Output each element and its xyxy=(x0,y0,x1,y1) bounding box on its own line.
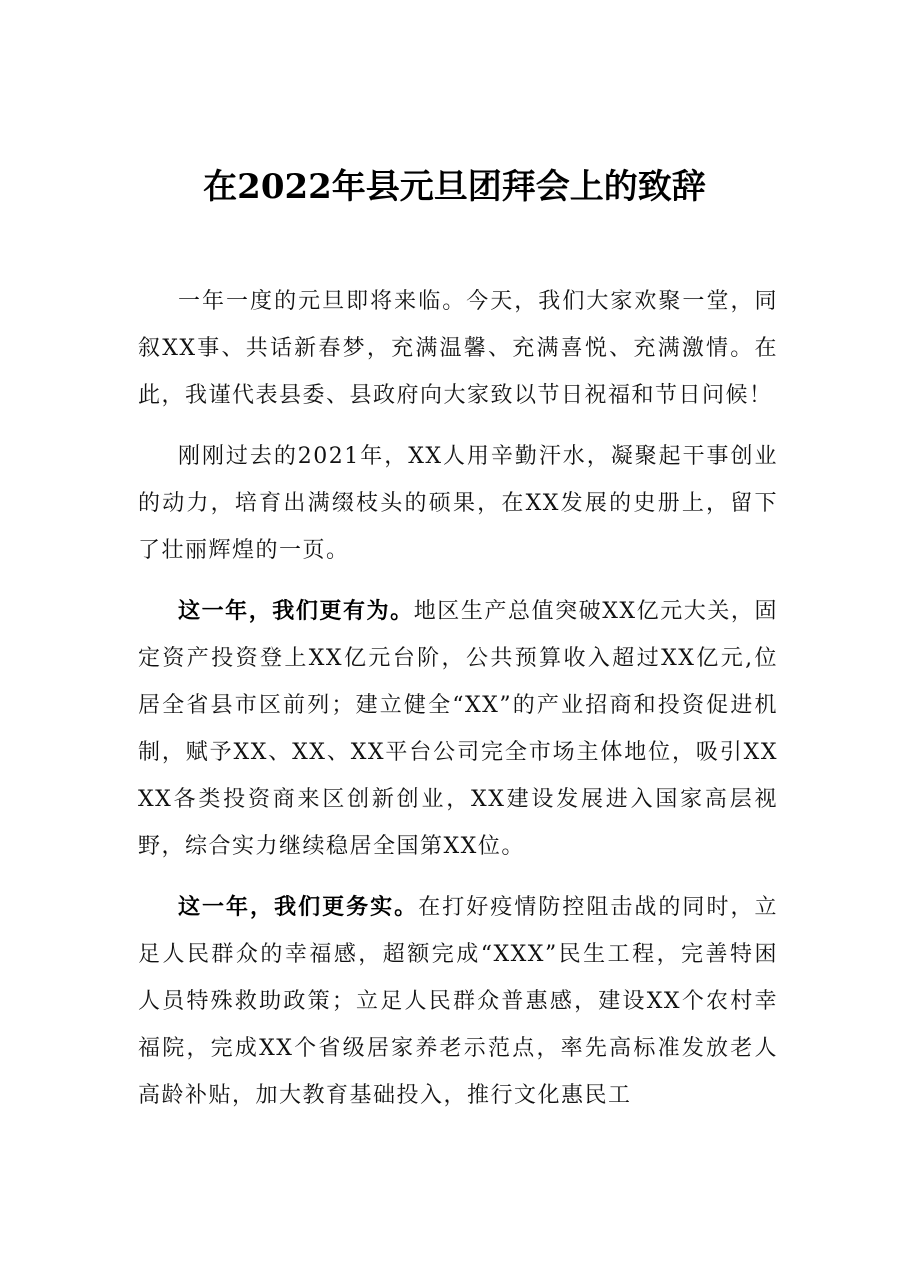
document-body xyxy=(138,278,778,1133)
paragraph-text: 一年一度的元旦即将来临。今天，我们大家欢聚一堂，同叙XX事、共话新春梦，充满温馨、充满喜悦、充满激情。在此，我谨代表县委、县政府向大家致以节日祝福和节日问候！ xyxy=(138,289,778,408)
paragraph-text: 在打好疫情防控阻击战的同时，立足人民群众的幸福感，超额完成“XXX”民生工程，完善特困人员特殊救助政策；立足人民群众普惠感，建设XX个农村幸福院，完成XX个省级居家养老示范点，率先高标准发放老人高龄补贴，加大教育基础投入，推行文化惠民工 xyxy=(138,895,778,1108)
paragraph-review xyxy=(138,433,778,574)
paragraph-text: 地区生产总值突破XX亿元大关，固定资产投资登上XX亿元台阶，公共预算收入超过XX亿元,位居全省县市区前列；建立健全“XX”的产业招商和投资促进机制，赋予XX、XX、XX平台公司完全市场主体地位，吸引XXXX各类投资商来区创新创业，XX建设发展进入国家高层视野，综合实力继续稳居全国第XX位。 xyxy=(138,599,778,859)
paragraph-text: 刚刚过去的2021年，XX人用辛勤汗水，凝聚起干事创业的动力，培育出满缀枝头的硕果，在XX发展的史册上，留下了壮丽辉煌的一页。 xyxy=(138,444,778,563)
paragraph-achievements xyxy=(138,588,778,870)
document-title: 在2022年县元旦团拜会上的致辞 xyxy=(203,166,706,207)
paragraph-lead: 这一年，我们更务实。 xyxy=(178,894,419,920)
paragraph-lead: 这一年，我们更有为。 xyxy=(178,598,414,624)
paragraph-opening xyxy=(138,278,778,419)
paragraph-livelihood xyxy=(138,884,778,1119)
